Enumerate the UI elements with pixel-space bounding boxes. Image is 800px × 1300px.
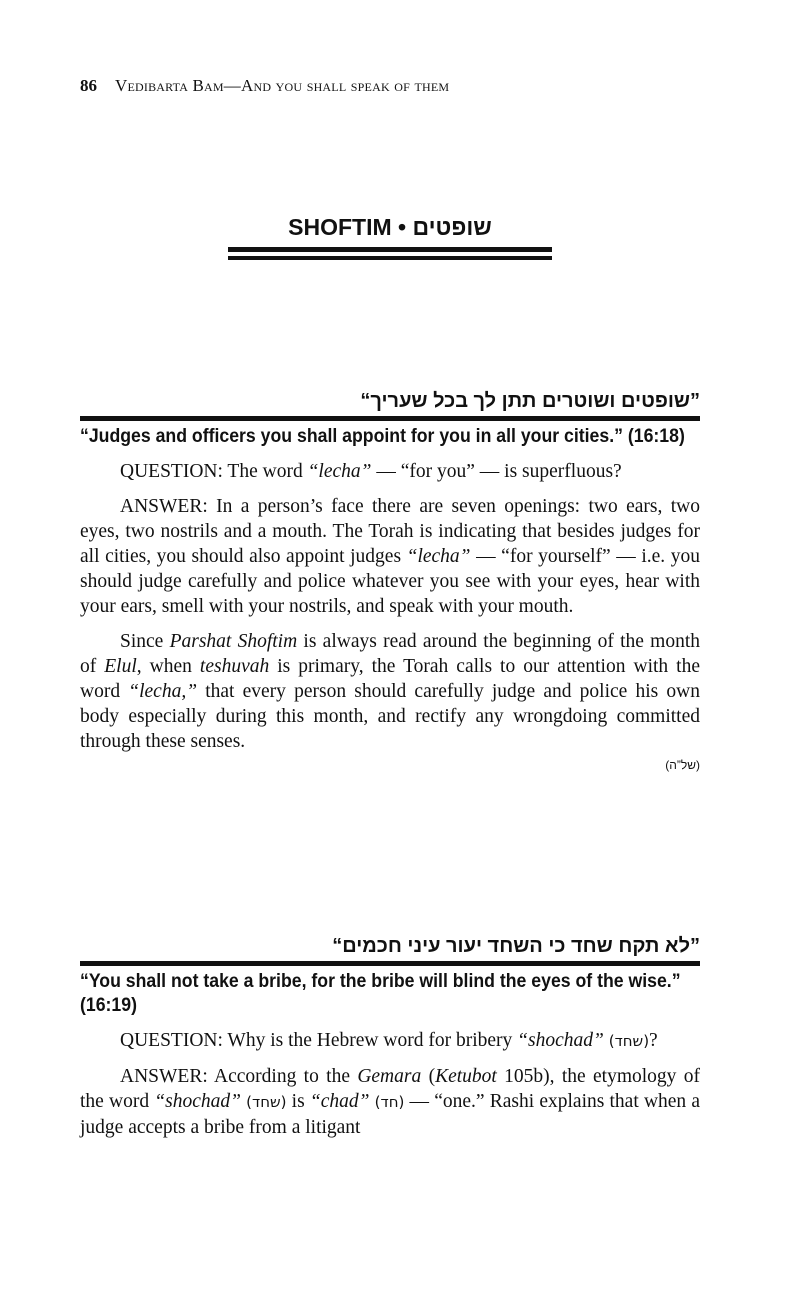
section-bribe [80,935,700,1140]
answer-paragraph: ANSWER: According to the Gemara (Ketubot 105b), the etymology of the word “shochad” (שחד) is “chad” (חד) — “one.” Rashi explains that when a judge accepts a bribe from a litigant [80,1066,701,1138]
section-rule [80,961,700,966]
book-title: Vedibarta Bam—And you shall speak of them [115,76,450,95]
english-verse-heading: “You shall not take a bribe, for the bribe will blind the eyes of the wise.” (16:19) [80,971,681,1016]
hebrew-verse-heading: ”לא תקח שחד כי השחד יעור עיני חכמים“ [332,935,700,957]
section-rule [80,416,700,421]
chapter-rule-bottom [228,256,552,260]
section-judges [80,390,700,772]
chapter-title: SHOFTIM • שופטים [288,214,492,240]
page-number: 86 [80,76,97,95]
source-citation: (של”ה) [665,758,700,772]
question-paragraph: QUESTION: The word “lecha” — “for you” — is superfluous? [120,461,622,482]
answer-paragraph: ANSWER: In a person’s face there are seven openings: two ears, two eyes, two nostrils and a mouth. The Torah is indicating that besides judges for all cities, you should also appoint judges “lecha” — “for yourself” — i.e. you should judge carefully and police whatever you see with your eyes, hear with your ears, smell with your nostrils, and speak with your mouth. [80,496,700,617]
hebrew-verse-heading: ”שופטים ושוטרים תתן לך בכל שעריך“ [360,390,700,412]
running-head [80,76,449,96]
chapter-rule-top [228,247,552,252]
english-verse-heading: “Judges and officers you shall appoint for you in all your cities.” (16:18) [80,426,685,447]
question-paragraph: QUESTION: Why is the Hebrew word for bribery “shochad” (שחד)? [120,1030,658,1051]
body-paragraph: Since Parshat Shoftim is always read around the beginning of the month of Elul, when teshuvah is primary, the Torah calls to our attention with the word “lecha,” that every person should carefully judge and police his own body especially during this month, and rectify any wrongdoing committed through these senses. [80,631,700,752]
